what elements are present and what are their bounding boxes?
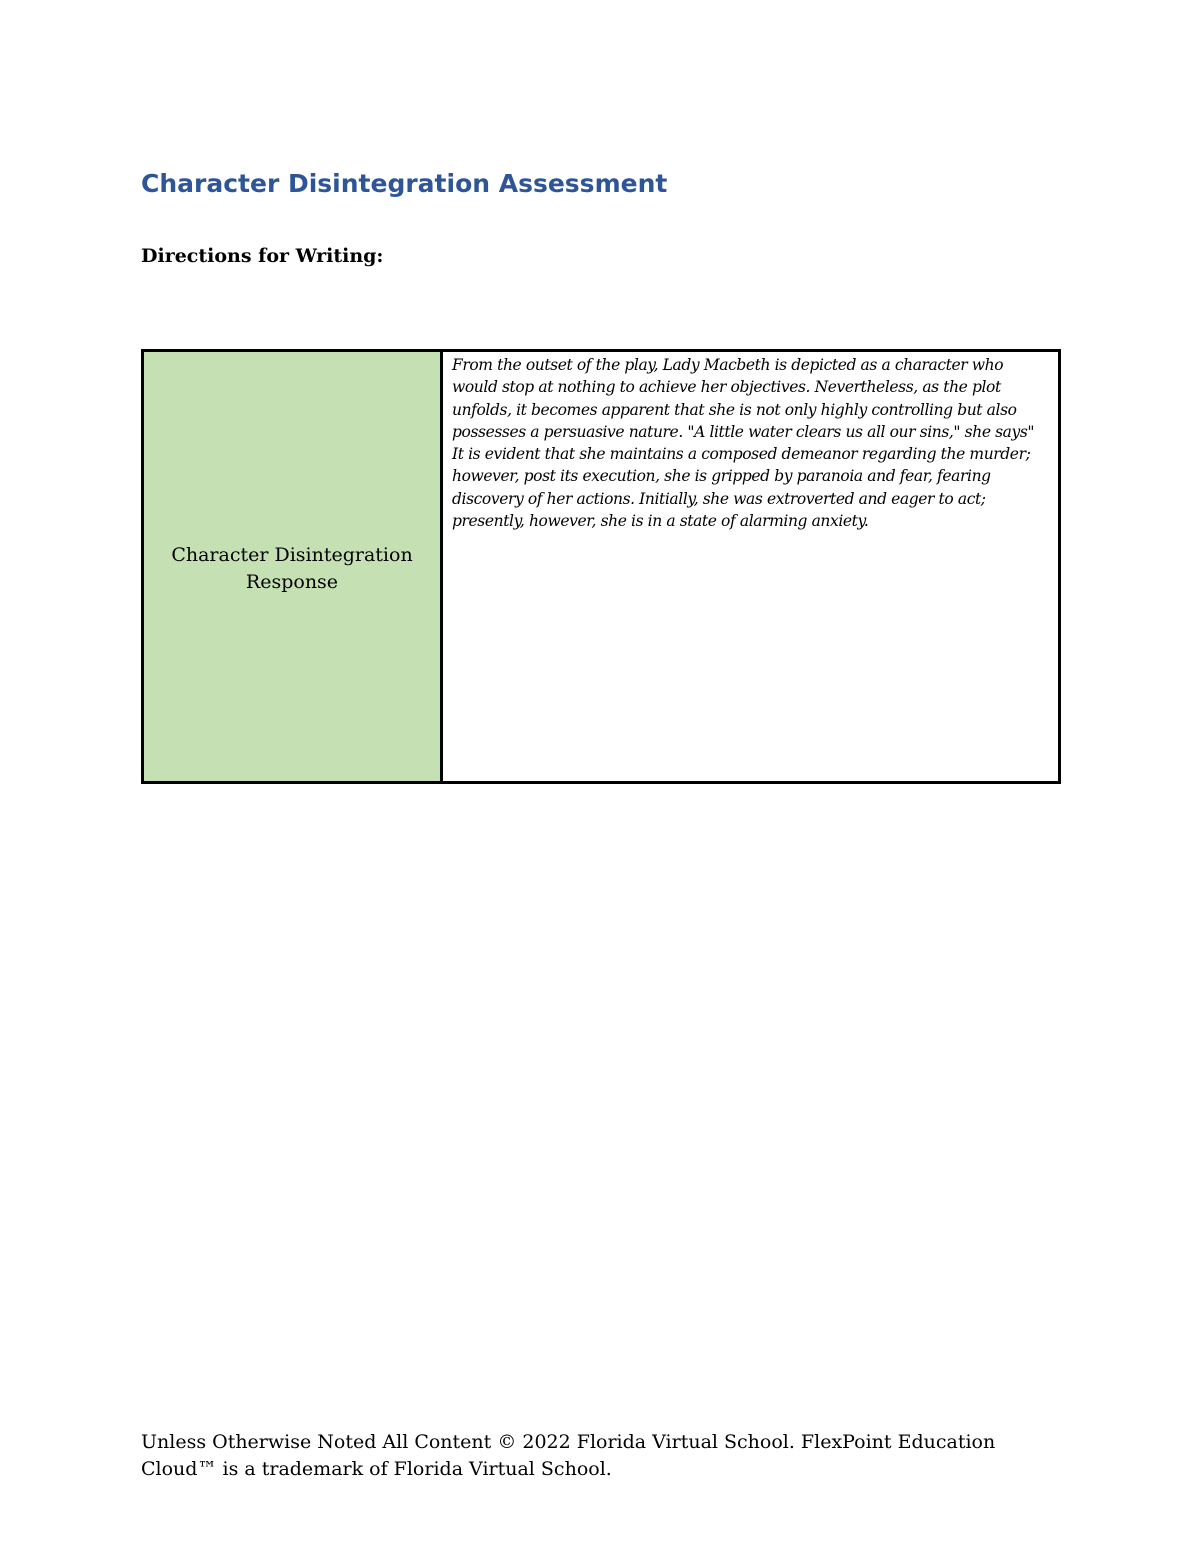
directions-heading: Directions for Writing: [141,245,384,267]
page-title: Character Disintegration Assessment [141,169,668,198]
response-cell [443,352,1058,781]
footer-copyright: Unless Otherwise Noted All Content © 2022 Florida Virtual School. FlexPoint Education Cloud™ is a trademark of Florida Virtual School. [141,1431,996,1480]
response-table [141,349,1061,784]
label-cell [144,352,443,781]
response-text: From the outset of the play, Lady Macbeth is depicted as a character who would stop at nothing to achieve her objectives. Nevertheless, as the plot unfolds, it becomes apparent that she is not only highly controlling but also possesses a persuasive nature. "A little water clears us all our sins," she says" It is evident that she maintains a composed demeanor regarding the murder; however, post its execution, she is gripped by paranoia and fear, fearing discovery of her actions. Initially, she was extroverted and eager to act; presently, however, she is in a state of alarming anxiety. [452,356,1035,531]
label-text: Character Disintegration Response [171,543,413,593]
